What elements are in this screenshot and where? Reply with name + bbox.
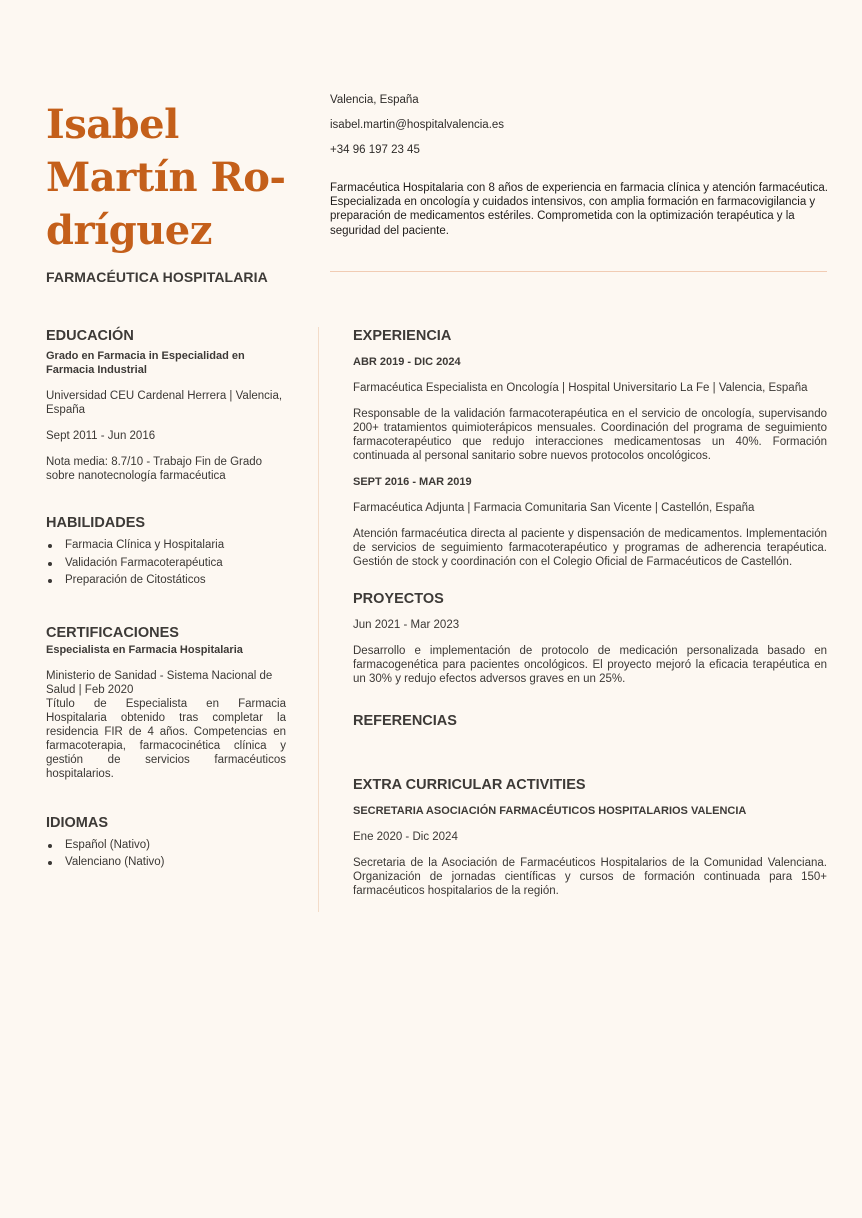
job-title: FARMACÉUTICA HOSPITALARIA [46, 269, 268, 285]
certification-title: Especialista en Farmacia Hospitalaria [46, 643, 243, 656]
skill-item: Farmacia Clínica y Hospitalaria [46, 537, 286, 555]
references-section [353, 711, 827, 731]
experience-item [353, 355, 827, 463]
job-dates: SEPT 2016 - MAR 2019 [353, 476, 472, 488]
job-dates: ABR 2019 - DIC 2024 [353, 356, 461, 368]
projects-heading: PROYECTOS [353, 591, 444, 607]
skill-item: Validación Farmacoterapéutica [46, 555, 286, 573]
certifications-heading: CERTIFICACIONES [46, 624, 179, 641]
extracurricular-heading: EXTRA CURRICULAR ACTIVITIES [353, 777, 586, 793]
activity-title: SECRETARIA ASOCIACIÓN FARMACÉUTICOS HOSPITALARIOS VALENCIA [353, 805, 747, 817]
skills-heading: HABILIDADES [46, 515, 146, 531]
header-divider [330, 271, 827, 272]
project-description: Desarrollo e implementación de protocolo de medicación personalizada basado en farmacogenética para pacientes oncológicos. El proyecto mejoró la eficacia terapéutica en un 30% y redujo efectos adversos graves en un 25%. [353, 645, 827, 685]
education-notes: Nota media: 8.7/10 - Trabajo Fin de Grado sobre nanotecnología farmacéutica [46, 456, 263, 482]
experience-heading: EXPERIENCIA [353, 328, 452, 344]
job-description: Responsable de la validación farmacoterapéutica en el servicio de oncología, supervisando 200+ tratamientos quimioterápicos mensuales. Coordinación del programa de seguimiento farmacoterapéutico que redujo interacciones medicamentosas un 40%. Formación continuada al personal sanitario sobre nuevos protocolos oncológicos. [353, 408, 827, 462]
job-position: Farmacéutica Especialista en Oncología | Hospital Universitario La Fe | Valencia, España [353, 382, 808, 394]
skills-section [46, 513, 286, 590]
left-column [46, 326, 286, 872]
languages-heading: IDIOMAS [46, 814, 109, 831]
skills-list [46, 537, 286, 590]
job-position: Farmacéutica Adjunta | Farmacia Comunitaria San Vicente | Castellón, España [353, 502, 755, 514]
contact-info [330, 92, 830, 167]
right-column [353, 326, 827, 898]
contact-location: Valencia, España [330, 94, 419, 106]
certification-description: Título de Especialista en Farmacia Hospitalaria obtenido tras completar la residencia FIR de 4 años. Competencias en farmacoterapia, farmacocinética clínica y gestión de servicios farmacéuticos hospitalarios. [46, 697, 286, 780]
name-line-2: Martín Ro- [46, 154, 286, 201]
contact-email[interactable]: isabel.martin@hospitalvalencia.es [330, 119, 505, 131]
skill-item: Preparación de Citostáticos [46, 572, 286, 590]
column-divider [318, 327, 319, 912]
job-description: Atención farmacéutica directa al paciente y dispensación de medicamentos. Implementación de servicios de seguimiento farmacoterapéutico y programas de adherencia terapéutica. Gestión de stock y coordinación con el Colegio Oficial de Farmacéuticos de Castellón. [353, 528, 827, 568]
certifications-section [46, 623, 286, 781]
contact-phone[interactable]: +34 96 197 23 45 [330, 144, 420, 156]
name-line-1: Isabel [46, 101, 179, 148]
languages-list [46, 837, 286, 872]
education-degree: Grado en Farmacia in Especialidad en Farmacia Industrial [46, 350, 245, 376]
references-heading: REFERENCIAS [353, 713, 457, 729]
language-item: Valenciano (Nativo) [46, 854, 286, 872]
name-line-3: dríguez [46, 207, 212, 254]
education-dates: Sept 2011 - Jun 2016 [46, 430, 156, 442]
candidate-name [46, 98, 316, 257]
education-section [46, 326, 286, 483]
extracurricular-section [353, 775, 827, 898]
experience-item [353, 475, 827, 569]
certification-issuer: Ministerio de Sanidad - Sistema Nacional de Salud | Feb 2020 [46, 669, 273, 696]
activity-dates: Ene 2020 - Dic 2024 [353, 831, 458, 843]
projects-section [353, 589, 827, 686]
education-institution: Universidad CEU Cardenal Herrera | Valencia, España [46, 390, 283, 416]
language-item: Español (Nativo) [46, 837, 286, 855]
project-dates: Jun 2021 - Mar 2023 [353, 619, 460, 631]
education-heading: EDUCACIÓN [46, 328, 134, 344]
experience-section [353, 326, 827, 569]
activity-description: Secretaria de la Asociación de Farmacéuticos Hospitalarios de la Comunidad Valenciana. Organización de jornadas científicas y cursos de formación continuada para 150+ farmacéuticos hospitalarios de la región. [353, 857, 827, 897]
profile-summary: Farmacéutica Hospitalaria con 8 años de experiencia en farmacia clínica y atención farmacéutica. Especializada en oncología y cuidados intensivos, con amplia formación en farmacovigilancia y preparación de medicamentos estériles. Comprometida con la optimización terapéutica y la seguridad del paciente. [330, 182, 828, 237]
languages-section [46, 813, 286, 872]
